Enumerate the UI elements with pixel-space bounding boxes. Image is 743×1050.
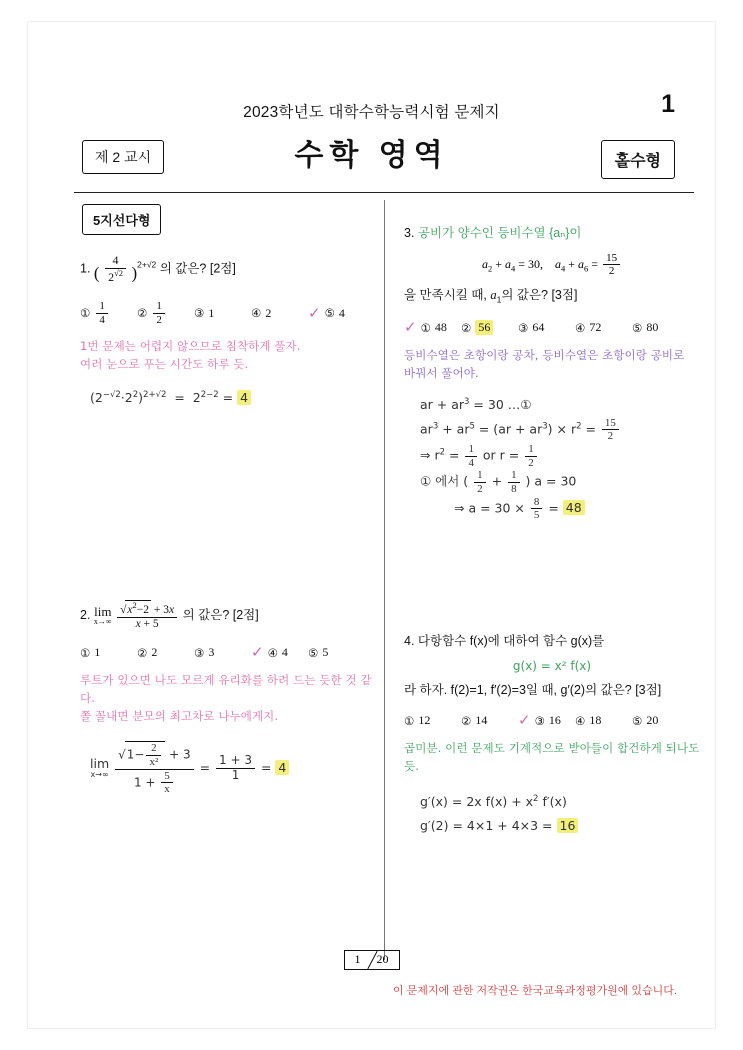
question-1-number: 1. [80, 261, 91, 276]
question-3-choices [404, 320, 700, 335]
q4-choice-5[interactable]: ⑤ 20 [632, 713, 659, 728]
exam-title: 2023학년도 대학수학능력시험 문제지 [243, 104, 500, 121]
q3-note-line-1: 등비수열은 초항이랑 공차, 등비수열은 초항이랑 공비로 [404, 348, 685, 363]
q2-answer-highlight: 4 [275, 760, 289, 775]
q3-work [420, 393, 700, 522]
q2-choice-5[interactable]: ⑤ 5 [308, 645, 329, 660]
question-4 [404, 632, 700, 838]
q1-note-line-2: 여러 눈으로 푸는 시간도 하루 듯. [80, 357, 249, 372]
q3-choice-4[interactable]: ④ 72 [575, 320, 602, 335]
q3-choice-2[interactable]: ② 56 [461, 320, 518, 335]
question-4-stem-tail: 라 하자. f(2)=1, f′(2)=3일 때, g′(2)의 값은? [3점] [404, 682, 662, 697]
q4-work-line-2: g′(2) = 4×1 + 4×3 = 16 [420, 814, 700, 838]
q2-work: lim x→∞ √1− $\frac{2}{\text{x²}}$ + 3 1 + $\frac{5}{x}$ = $\frac{1 + 3}{1}$ = 4 [90, 741, 376, 796]
left-column [80, 218, 376, 800]
page-number: 1 [661, 90, 675, 118]
q1-exponent: 2+√2 [137, 259, 157, 270]
q1-choice-1[interactable]: ① $\frac{1}{4}$ [80, 300, 137, 326]
column-divider [384, 200, 385, 960]
question-1 [80, 254, 376, 410]
question-4-stem-text: 다항함수 f(x)에 대하여 함수 g(x)를 [417, 633, 605, 648]
q3-note-line-2: 바꿔서 풀어야. [404, 366, 479, 381]
question-3-stem-tail: 을 만족시킬 때, $a_1$의 값은? [3점] [404, 288, 578, 305]
q1-frac-numerator: 4 [112, 253, 119, 267]
q4-answer-highlight: 16 [557, 818, 579, 833]
question-4-number: 4. [404, 633, 415, 648]
choice-type-label: 5지선다형 [82, 204, 161, 235]
q2-choice-3[interactable]: ③ 3 [194, 645, 215, 660]
q4-work [420, 790, 700, 838]
question-1-stem-text: 의 값은? [2점] [159, 261, 236, 276]
q3-choice-3[interactable]: ③ 64 [518, 320, 545, 335]
q4-choice-2[interactable]: ② 14 [461, 713, 488, 728]
q4-choice-4[interactable]: ④ 18 [575, 713, 602, 728]
q2-choice-1[interactable]: ① 1 [80, 645, 101, 660]
question-3-equation: $a_2 + a_4 = 30$, $a_4 + a_6$ = $\frac{15}{2}$ [404, 252, 700, 278]
paper-sheet [28, 22, 715, 1028]
q1-answer-highlight: 4 [237, 390, 251, 405]
right-column [404, 218, 700, 841]
q1-note-line-1: 1번 문제는 어렵지 않으므로 침착하게 풀자. [80, 339, 301, 354]
q3-work-line-5: ⇒ a = 30 × $\frac{8}{5}$ = 48 [454, 496, 700, 522]
q1-choice-2[interactable]: ② $\frac{1}{2}$ [137, 300, 194, 326]
question-2 [80, 600, 376, 796]
page-current: 1 [354, 952, 361, 966]
page-total: 20 [376, 952, 389, 966]
question-2-choices [80, 645, 376, 660]
copyright-notice: 이 문제지에 관한 저작권은 한국교육과정평가원에 있습니다. [393, 985, 677, 997]
question-3-stem [404, 224, 700, 243]
question-2-stem-text: 의 값은? [2점] [182, 607, 259, 622]
q4-note-line-1: 곱미분. 이런 문제도 기계적으로 받아들이 합건하게 되나도 듯. [404, 741, 700, 774]
question-1-stem: 1. ( $\frac{4}{2^{√2}}$ )$^{2+√2}$ 의 값은? [2점] [80, 253, 236, 284]
q3-work-line-3: ⇒ $r^2$ = $\frac{1}{4}$ or r = $\frac{1}{2}$ [420, 443, 700, 469]
q3-choice-1[interactable]: ✓ ① 48 [404, 318, 447, 337]
q1-choice-3[interactable]: ③ 1 [194, 305, 215, 321]
q4-work-line-1: g′(x) = 2x $f(x) + x^2$ f′(x) [420, 793, 567, 809]
q1-choice-4[interactable]: ④ 2 [251, 305, 272, 321]
page-fraction-box [344, 950, 400, 970]
question-3-stem-text: 공비가 양수인 등비수열 {aₙ}이 [417, 226, 582, 240]
q4-choice-1[interactable]: ① 12 [404, 713, 431, 728]
question-2-stem: 2. lim x→∞ $\frac{√x^2-2 + 3x}{x + 5}$ 의 값은? [2점] [80, 599, 259, 630]
q3-work-line-1: ar + $ar^3 = 30$ …① [420, 396, 532, 412]
q1-work: $(2^{-√2}\cdot 2^2)^{2+√2} = 2^{2-2} = 4$ [90, 386, 376, 410]
subject-title: 수학 영역 [294, 139, 449, 172]
q3-work-line-2: $ar^3 + ar^5 = (ar + ar^3) \times r^2$ = $\frac{15}{2}$ [420, 417, 700, 443]
form-type-label: 홀수형 [601, 140, 675, 179]
question-3-number: 3. [404, 226, 415, 240]
page-slash [367, 951, 377, 969]
q2-choice-4[interactable]: ✓ ④ 4 [251, 643, 288, 662]
q3-choice-5[interactable]: ⑤ 80 [632, 320, 659, 335]
q1-frac-denominator: $2^{√2}$ [105, 268, 126, 285]
question-1-choices [80, 300, 376, 326]
q1-choice-5[interactable]: ✓ ⑤ 4 [308, 303, 345, 322]
q2-choice-2[interactable]: ② 2 [137, 645, 158, 660]
q2-note-line-1: 루트가 있으면 나도 모르게 유리화를 하려 드는 듯한 것 같다. [80, 673, 372, 705]
question-4-choices [404, 713, 700, 728]
q3-work-line-4: ① 에서 ( $\frac{1}{2}$ + $\frac{1}{8}$ ) a = 30 [420, 469, 577, 495]
header-divider [74, 192, 694, 193]
q3-answer-highlight: 48 [563, 500, 585, 515]
q2-note-line-2: 쫄 꼴내면 분모의 최고차로 나누에게지. [80, 708, 279, 723]
question-4-stem [404, 632, 700, 651]
question-2-number: 2. [80, 607, 91, 622]
q4-choice-3[interactable]: ✓ ③ 16 [518, 711, 561, 730]
question-3 [404, 224, 700, 522]
footer-page-indicator [28, 950, 715, 970]
period-label: 제 2 교시 [82, 140, 164, 174]
question-4-equation: g(x) = x² f(x) [512, 658, 592, 673]
